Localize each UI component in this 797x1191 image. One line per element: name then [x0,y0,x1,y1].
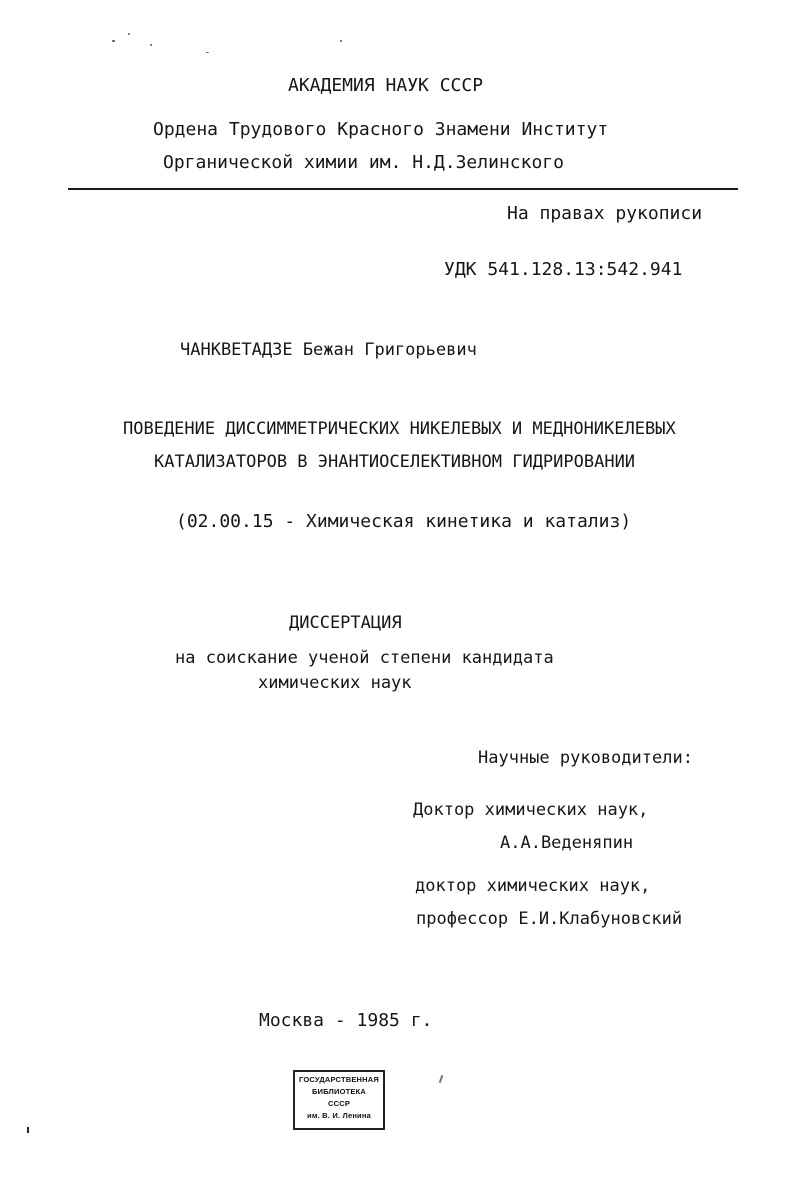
author-name: ЧАНКВЕТАДЗЕ Бежан Григорьевич [180,340,477,360]
degree-line-1: на соискание ученой степени кандидата [175,648,554,668]
institute-line-1: Ордена Трудового Красного Знамени Институт [153,119,609,140]
udc-code: УДК 541.128.13:542.941 [444,259,683,280]
stamp-line-3: СССР [327,1099,351,1108]
title-line-1: ПОВЕДЕНИЕ ДИССИММЕТРИЧЕСКИХ НИКЕЛЕВЫХ И МЕДНОНИКЕЛЕВЫХ [123,419,676,439]
supervisor-2-title: доктор химических наук, [415,876,651,896]
supervisor-2-name: профессор Е.И.Клабуновский [416,909,683,929]
stamp-line-2: БИБЛИОТЕКА [311,1087,367,1096]
institute-line-2: Органической химии им. Н.Д.Зелинского [163,152,564,173]
degree-line-2: химических наук [258,673,412,693]
academy-name: АКАДЕМИЯ НАУК СССР [288,75,484,96]
supervisors-heading: Научные руководители: [478,748,693,768]
manuscript-note: На правах рукописи [507,203,703,224]
supervisor-1-title: Доктор химических наук, [413,800,649,820]
supervisor-1-name: А.А.Веденяпин [500,833,634,853]
header-divider [68,188,738,190]
scan-speck [439,1075,444,1083]
scan-speck [150,44,152,46]
scan-speck [112,40,115,42]
scan-speck [340,40,342,42]
scan-speck [27,1127,29,1133]
library-stamp [293,1070,385,1130]
place-and-year: Москва - 1985 г. [259,1010,433,1031]
document-type: ДИССЕРТАЦИЯ [289,613,402,633]
stamp-line-1: ГОСУДАРСТВЕННАЯ [298,1075,380,1084]
specialty-code: (02.00.15 - Химическая кинетика и катализ) [176,511,632,532]
scan-speck [206,52,209,53]
title-line-2: КАТАЛИЗАТОРОВ В ЭНАНТИОСЕЛЕКТИВНОМ ГИДРИРОВАНИИ [154,452,636,472]
stamp-line-4: им. В. И. Ленина [307,1111,371,1120]
scan-speck [128,33,130,35]
